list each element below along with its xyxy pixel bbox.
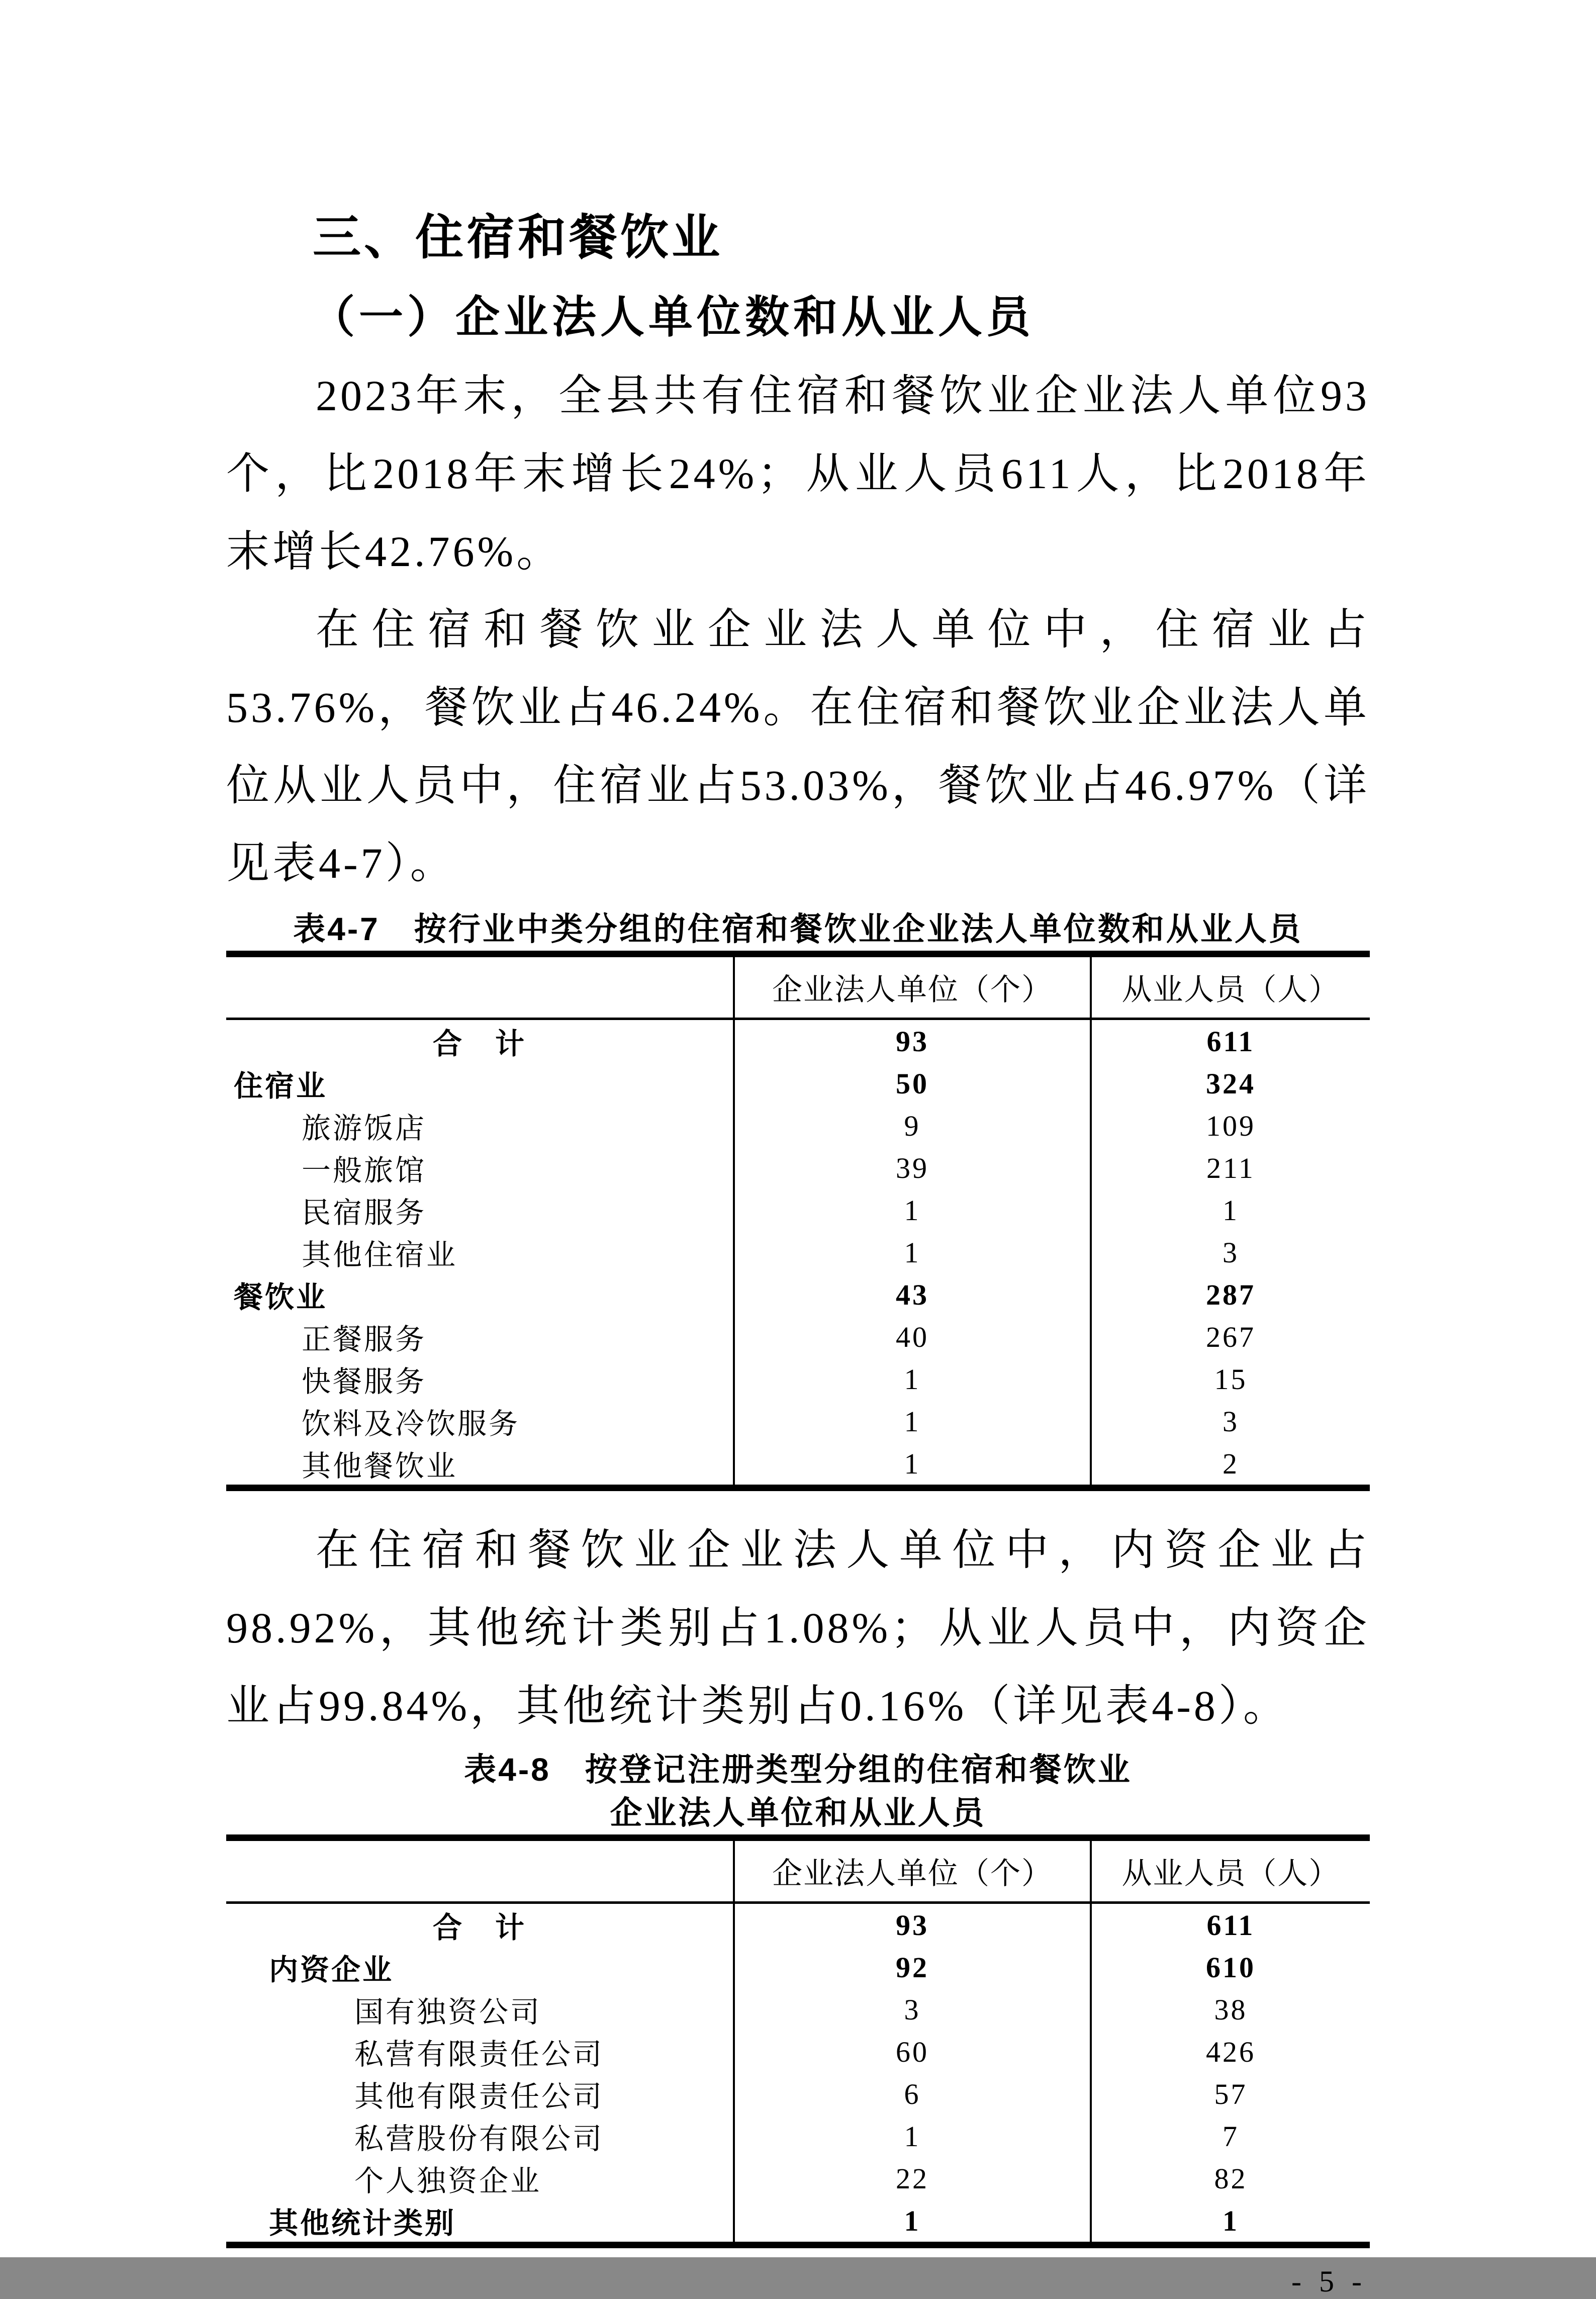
- row-label: 内资企业: [269, 1954, 394, 1986]
- table-row: [226, 1316, 1370, 1358]
- section-heading: 三、住宿和餐饮业: [313, 211, 723, 264]
- staff-value: 38: [1091, 1988, 1370, 2031]
- staff-value: 1: [1091, 2199, 1370, 2245]
- row-label: 合 计: [433, 1911, 527, 1944]
- row-label: 一般旅馆: [302, 1154, 427, 1187]
- page-number: - 5 -: [1291, 2265, 1367, 2298]
- table-row: [226, 2157, 1370, 2199]
- table-row: [226, 2199, 1370, 2245]
- staff-value: 610: [1091, 1946, 1370, 1988]
- table-row: [226, 1988, 1370, 2031]
- table-row: [226, 2115, 1370, 2157]
- staff-value: 2: [1091, 1442, 1370, 1488]
- table-row: [226, 1442, 1370, 1488]
- staff-value: 1: [1091, 1189, 1370, 1231]
- units-value: 3: [734, 1988, 1091, 2031]
- staff-value: 3: [1091, 1400, 1370, 1442]
- table-row: [226, 1231, 1370, 1273]
- paragraph-2: 在住宿和餐饮业企业法人单位中，住宿业占53.76%，餐饮业占46.24%。在住宿和餐饮业企业法人单位从业人员中，住宿业占53.03%，餐饮业占46.97%（详见表4-7）。: [226, 605, 1370, 887]
- table-row: [226, 2031, 1370, 2073]
- subsection-heading: （一）企业法人单位数和从业人员: [311, 294, 1035, 342]
- table-row: [226, 1903, 1370, 1947]
- staff-value: 324: [1091, 1062, 1370, 1105]
- corner-cell: [226, 954, 734, 1019]
- units-value: 1: [734, 2115, 1091, 2157]
- row-label: 旅游饭店: [302, 1112, 427, 1145]
- row-label: 合 计: [433, 1028, 527, 1060]
- staff-value: 109: [1091, 1105, 1370, 1147]
- table-header-row: [226, 1838, 1370, 1903]
- units-value: 1: [734, 1442, 1091, 1488]
- staff-value: 267: [1091, 1316, 1370, 1358]
- table-row: [226, 1946, 1370, 1988]
- row-label: 其他住宿业: [302, 1239, 458, 1271]
- paragraph-1: 2023年末，全县共有住宿和餐饮业企业法人单位93个，比2018年末增长24%；从业人员611人，比2018年末增长42.76%。: [226, 372, 1370, 576]
- row-label: 其他统计类别: [269, 2207, 456, 2240]
- row-label: 餐饮业: [234, 1281, 328, 1314]
- units-value: 50: [734, 1062, 1091, 1105]
- row-label: 国有独资公司: [354, 1996, 542, 2029]
- units-value: 39: [734, 1147, 1091, 1189]
- row-label: 快餐服务: [302, 1365, 427, 1398]
- staff-value: 287: [1091, 1273, 1370, 1316]
- table-row: [226, 1019, 1370, 1063]
- row-label: 私营有限责任公司: [354, 2038, 604, 2071]
- table-row: [226, 1189, 1370, 1231]
- units-value: 40: [734, 1316, 1091, 1358]
- column-header-units: 企业法人单位（个）: [734, 1838, 1091, 1903]
- staff-value: 15: [1091, 1358, 1370, 1400]
- column-header-units: 企业法人单位（个）: [734, 954, 1091, 1019]
- table-row: [226, 2073, 1370, 2115]
- corner-cell: [226, 1838, 734, 1903]
- row-label: 其他有限责任公司: [354, 2080, 604, 2113]
- table-4-7-caption: 表4-7 按行业中类分组的住宿和餐饮业企业法人单位数和从业人员: [293, 911, 1303, 947]
- paragraph-3: 在住宿和餐饮业企业法人单位中，内资企业占98.92%，其他统计类别占1.08%；从业人员中，内资企业占99.84%，其他统计类别占0.16%（详见表4-8）。: [226, 1526, 1370, 1730]
- staff-value: 211: [1091, 1147, 1370, 1189]
- units-value: 43: [734, 1273, 1091, 1316]
- units-value: 6: [734, 2073, 1091, 2115]
- staff-value: 82: [1091, 2157, 1370, 2199]
- table-4-7: [226, 951, 1370, 1491]
- table-4-8-caption-line-2: 企业法人单位和从业人员: [610, 1795, 986, 1831]
- table-row: [226, 1273, 1370, 1316]
- units-value: 1: [734, 2199, 1091, 2245]
- staff-value: 7: [1091, 2115, 1370, 2157]
- table-row: [226, 1062, 1370, 1105]
- column-header-staff: 从业人员（人）: [1091, 1838, 1370, 1903]
- units-value: 22: [734, 2157, 1091, 2199]
- units-value: 60: [734, 2031, 1091, 2073]
- row-label: 个人独资企业: [354, 2165, 542, 2197]
- table-row: [226, 1358, 1370, 1400]
- staff-value: 611: [1091, 1903, 1370, 1947]
- staff-value: 426: [1091, 2031, 1370, 2073]
- units-value: 1: [734, 1231, 1091, 1273]
- row-label: 民宿服务: [302, 1197, 427, 1229]
- staff-value: 3: [1091, 1231, 1370, 1273]
- row-label: 私营股份有限公司: [354, 2123, 604, 2155]
- staff-value: 611: [1091, 1019, 1370, 1063]
- row-label: 住宿业: [234, 1070, 328, 1102]
- table-row: [226, 1400, 1370, 1442]
- table-header-row: [226, 954, 1370, 1019]
- table-4-8: [226, 1834, 1370, 2248]
- table-4-8-caption-line-1: 表4-8 按登记注册类型分组的住宿和餐饮业: [464, 1752, 1132, 1788]
- column-header-staff: 从业人员（人）: [1091, 954, 1370, 1019]
- units-value: 92: [734, 1946, 1091, 1988]
- units-value: 1: [734, 1400, 1091, 1442]
- row-label: 饮料及冷饮服务: [302, 1408, 520, 1440]
- table-row: [226, 1105, 1370, 1147]
- row-label: 其他餐饮业: [302, 1450, 458, 1483]
- units-value: 93: [734, 1903, 1091, 1947]
- units-value: 1: [734, 1189, 1091, 1231]
- table-row: [226, 1147, 1370, 1189]
- units-value: 9: [734, 1105, 1091, 1147]
- units-value: 93: [734, 1019, 1091, 1063]
- staff-value: 57: [1091, 2073, 1370, 2115]
- row-label: 正餐服务: [302, 1323, 427, 1356]
- units-value: 1: [734, 1358, 1091, 1400]
